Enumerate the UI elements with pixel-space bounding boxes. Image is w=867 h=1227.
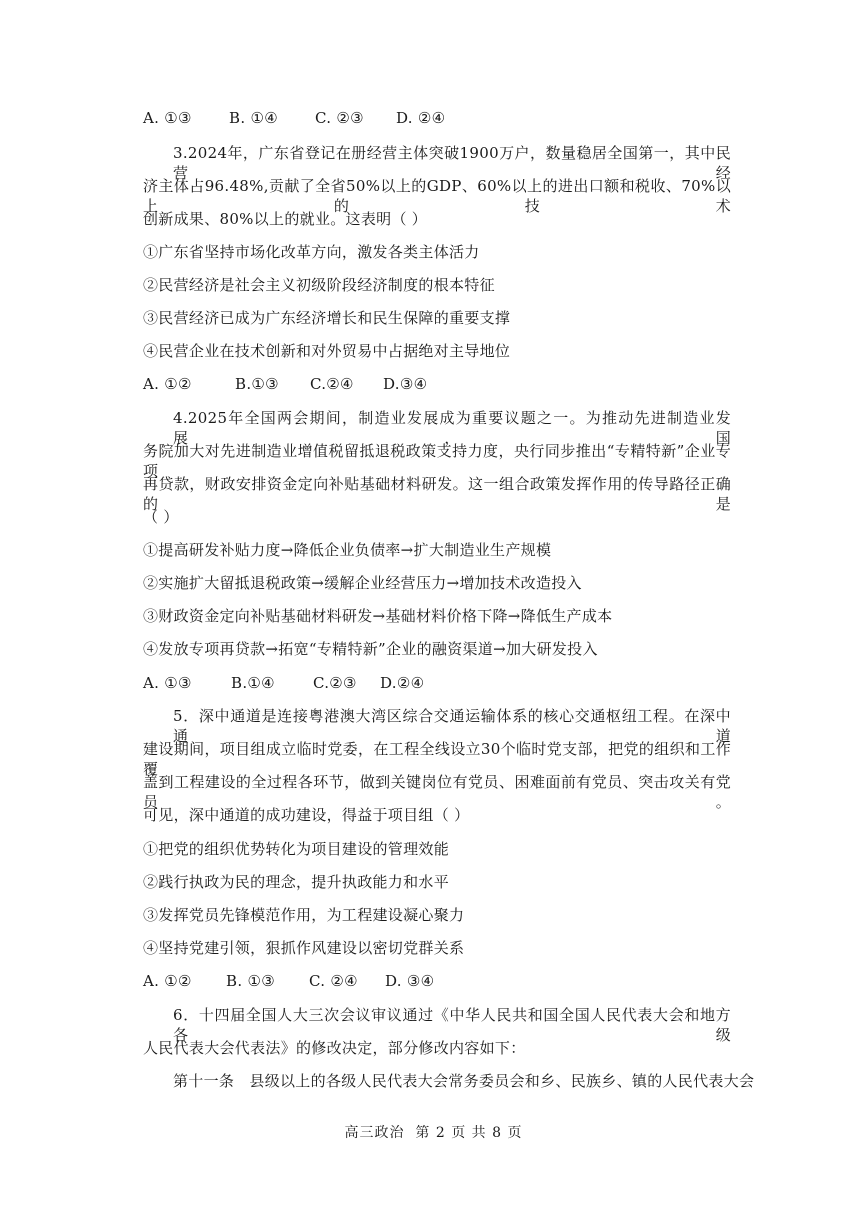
q2-option-d: D. ②④ — [396, 109, 446, 127]
q4-stem-line: 再贷款，财政安排资金定向补贴基础材料研发。这一组合政策发挥作用的传导路径正确的是 — [143, 475, 731, 513]
q2-option-a: A. ①③ — [143, 109, 192, 127]
q4-option-d: D.②④ — [380, 674, 425, 692]
q3-option-c: C.②④ — [310, 375, 354, 393]
q6-stem-line: 6．十四届全国人大三次会议审议通过《中华人民共和国全国人民代表大会和地方各级 — [173, 1006, 731, 1044]
q5-option-b: B. ①③ — [226, 972, 275, 990]
q4-item: ③财政资金定向补贴基础材料研发→基础材料价格下降→降低生产成本 — [143, 607, 613, 625]
q3-item: ②民营经济是社会主义初级阶段经济制度的根本特征 — [143, 276, 495, 294]
q3-stem-line: 济主体占96.48%,贡献了全省50%以上的GDP、60%以上的进出口额和税收、70%以上的技术 — [143, 177, 731, 215]
q4-option-b: B.①④ — [231, 674, 275, 692]
q5-item: ③发挥党员先锋模范作用，为工程建设凝心聚力 — [143, 906, 465, 924]
q6-quote: 第十一条 县级以上的各级人民代表大会常务委员会和乡、民族乡、镇的人民代表大会 — [173, 1072, 755, 1090]
q3-item: ③民营经济已成为广东经济增长和民生保障的重要支撑 — [143, 309, 511, 327]
q5-item: ④坚持党建引领，狠抓作风建设以密切党群关系 — [143, 939, 465, 957]
q5-option-d: D. ③④ — [385, 972, 435, 990]
q5-option-a: A. ①② — [143, 972, 192, 990]
q4-option-a: A. ①③ — [143, 674, 192, 692]
q5-stem-line: 可见，深中通道的成功建设，得益于项目组（ ） — [143, 806, 470, 824]
q5-item: ①把党的组织优势转化为项目建设的管理效能 — [143, 840, 450, 858]
q4-item: ①提高研发补贴力度→降低企业负债率→扩大制造业生产规模 — [143, 541, 552, 559]
q3-option-d: D.③④ — [383, 375, 428, 393]
q2-option-b: B. ①④ — [229, 109, 278, 127]
q5-stem-line: 建设期间，项目组成立临时党委，在工程全线设立30个临时党支部，把党的组织和工作覆 — [143, 740, 731, 778]
q4-stem-line: 务院加大对先进制造业增值税留抵退税政策支持力度，央行同步推出“专精特新”企业专项 — [143, 442, 731, 480]
q4-options — [143, 673, 424, 693]
q2-option-c: C. ②③ — [315, 109, 364, 127]
q4-item: ④发放专项再贷款→拓宽“专精特新”企业的融资渠道→加大研发投入 — [143, 640, 598, 658]
q3-item: ④民营企业在技术创新和对外贸易中占据绝对主导地位 — [143, 342, 511, 360]
q6-stem-line: 人民代表大会代表法》的修改决定，部分修改内容如下： — [143, 1039, 526, 1057]
q4-item: ②实施扩大留抵退税政策→缓解企业经营压力→增加技术改造投入 — [143, 574, 582, 592]
q5-stem-line: 盖到工程建设的全过程各环节，做到关键岗位有党员、困难面前有党员、突击攻关有党员。 — [143, 773, 731, 811]
q2-options — [143, 108, 445, 128]
q3-item: ①广东省坚持市场化改革方向，激发各类主体活力 — [143, 243, 480, 261]
q4-option-c: C.②③ — [313, 674, 357, 692]
q5-item: ②践行执政为民的理念，提升执政能力和水平 — [143, 873, 450, 891]
q5-stem-line: 5．深中通道是连接粤港澳大湾区综合交通运输体系的核心交通枢纽工程。在深中通道 — [173, 707, 731, 745]
q3-option-a: A. ①② — [143, 375, 192, 393]
page-footer: 高三政治 第 2 页 共 8 页 — [344, 1125, 523, 1141]
q3-options — [143, 374, 427, 394]
q5-option-c: C. ②④ — [309, 972, 358, 990]
q4-stem-line: 4.2025年全国两会期间，制造业发展成为重要议题之一。为推动先进制造业发展，国 — [173, 409, 731, 447]
q4-stem-line: （ ） — [143, 508, 179, 526]
q5-options — [143, 971, 434, 991]
q3-stem-line: 创新成果、80%以上的就业。这表明（ ） — [143, 210, 428, 228]
q3-stem-line: 3.2024年，广东省登记在册经营主体突破1900万户，数量稳居全国第一，其中民营经 — [173, 144, 731, 182]
q3-option-b: B.①③ — [235, 375, 279, 393]
